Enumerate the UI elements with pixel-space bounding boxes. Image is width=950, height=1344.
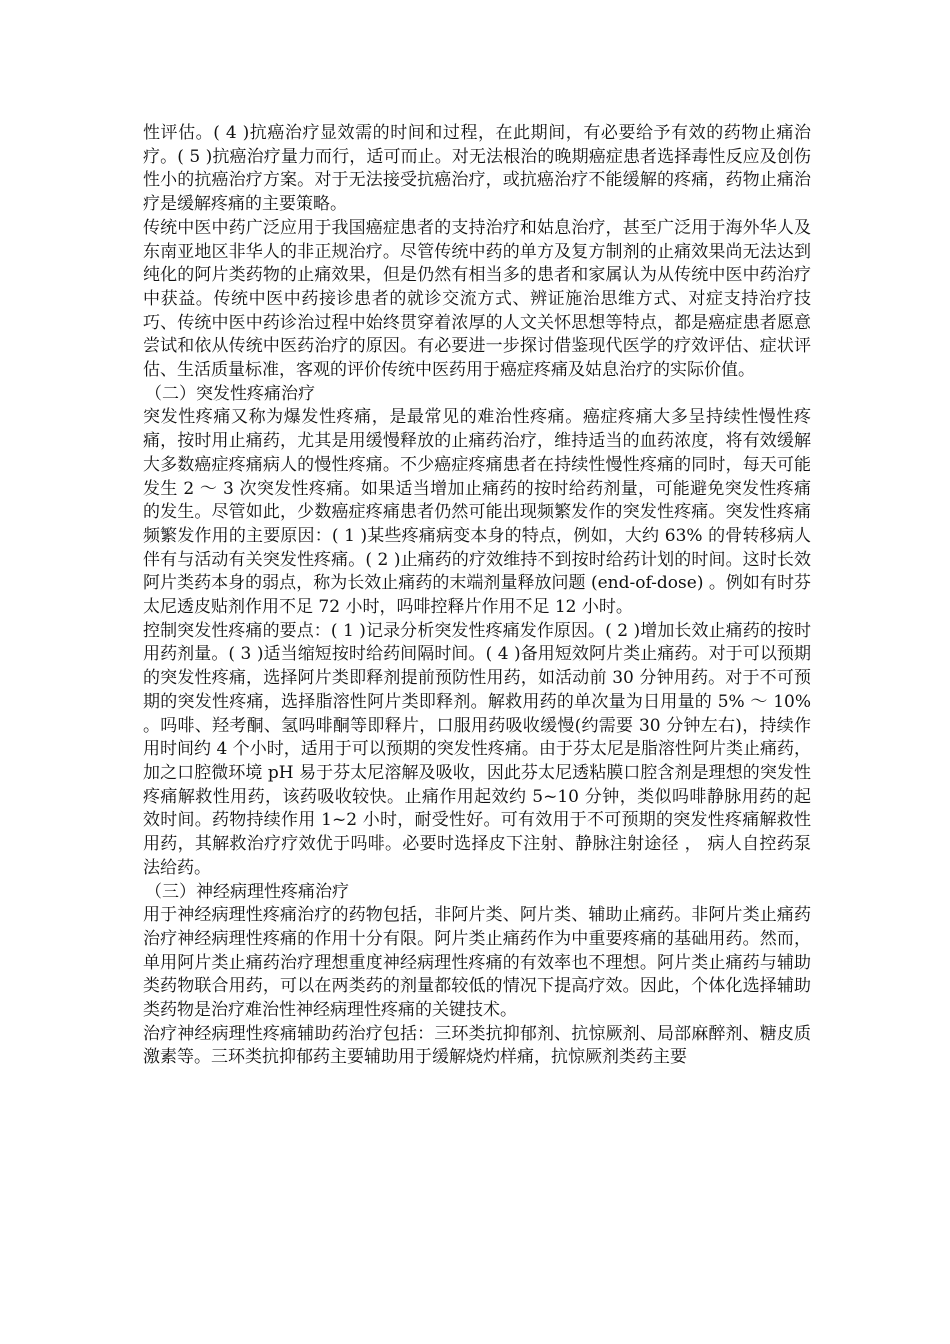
paragraph-neuropathic-adjuvants: 治疗神经病理性疼痛辅助药治疗包括：三环类抗抑郁剂、抗惊厥剂、局部麻醉剂、糖皮质激素等。三环类抗抑郁药主要辅助用于缓解烧灼样痛，抗惊厥剂类药主要 bbox=[143, 1023, 811, 1068]
heading-neuropathic-pain: （三）神经病理性疼痛治疗 bbox=[145, 881, 349, 902]
paragraph-breakthrough-pain-definition: 突发性疼痛又称为爆发性疼痛，是最常见的难治性疼痛。癌症疼痛大多呈持续性慢性疼痛，按时用止痛药，尤其是用缓慢释放的止痛药治疗，维持适当的血药浓度，将有效缓解大多数癌症疼痛病人的慢性疼痛。不少癌症疼痛患者在持续性慢性疼痛的同时，每天可能发生 2 ～ 3 次突发性疼痛。如果适当增加止痛药的按时给药剂量，可能避免突发性疼痛的发生。尽管如此，少数癌症疼痛患者仍然可能出现频繁发作的突发性疼痛。突发性疼痛频繁发作用的主要原因：( 1 )某些疼痛病变本身的特点，例如，大约 63% 的骨转移病人伴有与活动有关突发性疼痛。( 2 )止痛药的疗效维持不到按时给药计划的时间。这时长效阿片类药本身的弱点，称为长效止痛药的末端剂量释放问题 (end-of-dose) 。例如有时芬太尼透皮贴剂作用不足 72 小时，吗啡控释片作用不足 12 小时。 bbox=[143, 407, 811, 618]
document-body bbox=[143, 122, 811, 1070]
paragraph-breakthrough-pain-control: 控制突发性疼痛的要点：( 1 )记录分析突发性疼痛发作原因。( 2 )增加长效止痛药的按时用药剂量。( 3 )适当缩短按时给药间隔时间。( 4 )备用短效阿片类止痛药。对于可以预期的突发性疼痛，选择阿片类即释剂提前预防性用药，如活动前 30 分钟用药。对于不可预期的突发性疼痛，选择脂溶性阿片类即释剂。解救用药的单次量为日用量的 5% ～ 10% 。吗啡、羟考酮、氢吗啡酮等即释片，口服用药吸收缓慢(约需要 30 分钟左右)，持续作用时间约 4 个小时，适用于可以预期的突发性疼痛。由于芬太尼是脂溶性阿片类止痛药，加之口腔微环境 pH 易于芬太尼溶解及吸收，因此芬太尼透粘膜口腔含剂是理想的突发性疼痛解救性用药，该药吸收较快。止痛作用起效约 5~10 分钟，类似吗啡静脉用药的起效时间。药物持续作用 1~2 小时，耐受性好。可有效用于不可预期的突发性疼痛解救性用药，其解救治疗疗效优于吗啡。必要时选择皮下注射、静脉注射途径 ， 病人自控药泵法给药。 bbox=[143, 620, 811, 878]
paragraph-traditional-chinese-medicine: 传统中医中药广泛应用于我国癌症患者的支持治疗和姑息治疗，甚至广泛用于海外华人及东南亚地区非华人的非正规治疗。尽管传统中药的单方及复方制剂的止痛效果尚无法达到纯化的阿片类药物的止痛效果，但是仍然有相当多的患者和家属认为从传统中医中药治疗中获益。传统中医中药接诊患者的就诊交流方式、辨证施治思维方式、对症支持治疗技巧、传统中医中药诊治过程中始终贯穿着浓厚的人文关怀思想等特点，都是癌症患者愿意尝试和依从传统中医药治疗的原因。有必要进一步探讨借鉴现代医学的疗效评估、症状评估、生活质量标准，客观的评价传统中医药用于癌症疼痛及姑息治疗的实际价值。 bbox=[143, 217, 811, 381]
paragraph-assessment-strategy: 性评估。( 4 )抗癌治疗显效需的时间和过程，在此期间，有必要给予有效的药物止痛治疗。( 5 )抗癌治疗量力而行，适可而止。对无法根治的晚期癌症患者选择毒性反应及创伤性小的抗癌治疗方案。对于无法接受抗癌治疗，或抗癌治疗不能缓解的疼痛，药物止痛治疗是缓解疼痛的主要策略。 bbox=[143, 123, 811, 215]
heading-breakthrough-pain: （二）突发性疼痛治疗 bbox=[145, 383, 315, 404]
paragraph-neuropathic-drugs: 用于神经病理性疼痛治疗的药物包括，非阿片类、阿片类、辅助止痛药。非阿片类止痛药治疗神经病理性疼痛的作用十分有限。阿片类止痛药作为中重要疼痛的基础用药。然而，单用阿片类止痛药治疗理想重度神经病理性疼痛的有效率也不理想。阿片类止痛药与辅助类药物联合用药，可以在两类药的剂量都较低的情况下提高疗效。因此，个体化选择辅助类药物是治疗难治性神经病理性疼痛的关键技术。 bbox=[143, 905, 811, 1021]
